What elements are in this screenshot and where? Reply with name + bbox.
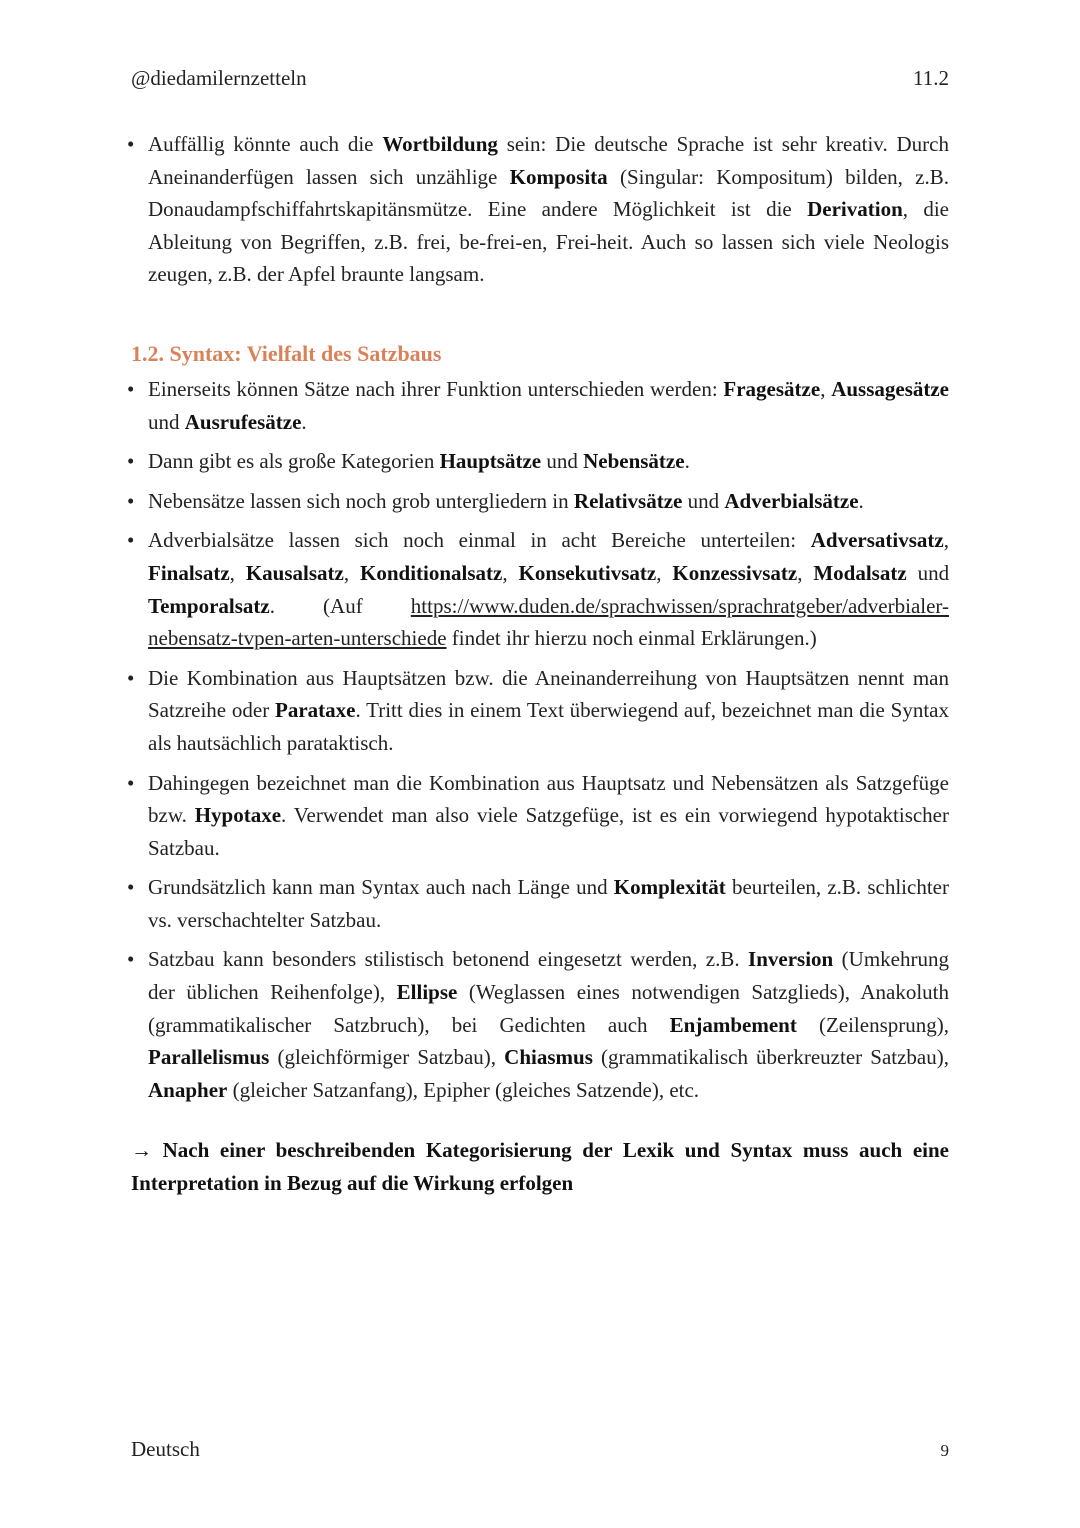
list-item-parataxe (131, 662, 949, 760)
term: Konditionalsatz (360, 560, 503, 585)
text: (Singular: Kompositum) bilden, z.B. Donaudampfschiffahrtskapitänsmütze. Eine andere Möglichkeit ist die (148, 164, 949, 222)
syntax-list (131, 373, 949, 1106)
text: sein: Die deutsche Sprache ist sehr kreativ. Durch Aneinanderfügen lassen sich unzählige (148, 132, 949, 189)
text: , (656, 560, 673, 585)
text: Dahingegen bezeichnet man die Kombination aus Hauptsatz und Nebensätzen als Satzgefüge bzw. (148, 770, 949, 828)
term: Finalsatz (148, 560, 230, 585)
text: (gleichförmiger Satzbau), (269, 1045, 505, 1070)
list-item-adverbial-clauses (131, 524, 949, 654)
text: beurteilen, z.B. schlichter vs. verschachtelter Satzbau. (148, 875, 949, 932)
list-item-word-formation (131, 128, 949, 291)
term: Nebensätze (583, 449, 685, 474)
page-content (131, 128, 949, 1200)
text: , die Ableitung von Begriffen, z.B. frei, be-frei-en, Frei-heit. Auch so lassen sich viele Neologis zeugen, z.B. der Apfel braunte langsam. (148, 197, 949, 287)
text: , (943, 528, 949, 553)
text: . (Auf (269, 593, 411, 618)
text: und (682, 488, 725, 513)
list-item-complexity (131, 871, 949, 936)
term: Anapher (148, 1077, 228, 1102)
term: Ellipse (396, 980, 458, 1005)
text: . (684, 449, 690, 474)
text: Die Kombination aus Hauptsätzen bzw. die Aneinanderreihung von Hauptsätzen nennt man Satzreihe oder (148, 665, 949, 723)
text: Grundsätzlich kann man Syntax auch nach Länge und (148, 875, 614, 900)
text: und (148, 409, 185, 434)
term: Modalsatz (813, 560, 907, 585)
term-komposita: Komposita (509, 164, 608, 189)
text: , (502, 560, 519, 585)
text: Adverbialsätze lassen sich noch einmal in acht Bereiche unterteilen: (148, 528, 811, 553)
text: Nebensätze lassen sich noch grob untergliedern in (148, 488, 574, 513)
term: Komplexität (613, 875, 726, 900)
term: Parallelismus (148, 1045, 270, 1070)
list-item-stylistic-devices (131, 943, 949, 1106)
text: und (906, 560, 950, 585)
text: und (541, 449, 584, 474)
text: , (229, 560, 246, 585)
text: (gleicher Satzanfang), Epipher (gleiches Satzende), etc. (227, 1077, 700, 1102)
footer-subject: Deutsch (131, 1437, 200, 1461)
list-item-hypotaxe (131, 767, 949, 865)
page-number: 9 (940, 1441, 949, 1460)
term: Kausalsatz (245, 560, 344, 585)
text: . (301, 409, 307, 434)
text: findet ihr hierzu noch einmal Erklärungen.) (446, 626, 817, 651)
text: Einerseits können Sätze nach ihrer Funktion unterschieden werden: (148, 376, 724, 401)
term: Chiasmus (504, 1045, 593, 1070)
text: Satzbau kann besonders stilistisch betonend eingesetzt werden, z.B. (148, 947, 749, 972)
text: , (797, 560, 814, 585)
text: (Umkehrung der üblichen Reihenfolge), (148, 947, 949, 1005)
text: (Zeilensprung), (796, 1012, 949, 1037)
word-formation-list (131, 128, 949, 291)
term: Temporalsatz (148, 593, 270, 618)
term-wortbildung: Wortbildung (382, 132, 498, 156)
term: Hypotaxe (194, 803, 282, 828)
header-account: @diedamilernzetteln (131, 66, 307, 90)
text: , (820, 376, 832, 401)
term: Ausrufesätze (184, 409, 302, 434)
term: Konsekutivsatz (518, 560, 657, 585)
term: Inversion (748, 947, 834, 972)
term: Relativsätze (573, 488, 683, 513)
text: . Verwendet man also viele Satzgefüge, ist es ein vorwiegend hypotaktischer Satzbau. (148, 803, 949, 860)
header-section-number: 11.2 (913, 66, 949, 90)
text: (Weglassen eines notwendigen Satzglieds), Anakoluth (grammatikalischer Satzbruch), bei Gedichten auch (148, 980, 949, 1037)
term: Fragesätze (723, 376, 821, 401)
text: (grammatikalisch überkreuzter Satzbau), (592, 1045, 949, 1070)
term: Adverbialsätze (724, 488, 859, 513)
text: . Tritt dies in einem Text überwiegend auf, bezeichnet man die Syntax als hautsächlich parataktisch. (148, 698, 949, 755)
list-item-main-categories (131, 445, 949, 478)
term-derivation: Derivation (807, 197, 903, 222)
conclusion-note: → Nach einer beschreibenden Kategorisierung der Lexik und Syntax muss auch eine Interpretation in Bezug auf die Wirkung erfolgen (131, 1138, 949, 1196)
list-item-sentence-function (131, 373, 949, 438)
text: Auffällig könnte auch die (148, 132, 383, 156)
text: Dann gibt es als große Kategorien (148, 449, 440, 474)
text: . (858, 488, 864, 513)
duden-link[interactable]: https://www.duden.de/sprachwissen/sprachratgeber/adverbialer-nebensatz-tvpen-arten-unterschiede (148, 593, 949, 651)
term: Enjambement (669, 1012, 797, 1037)
term: Parataxe (275, 698, 356, 723)
term: Konzessivsatz (672, 560, 798, 585)
term: Aussagesätze (831, 376, 950, 401)
text: , (343, 560, 360, 585)
section-heading: 1.2. Syntax: Vielfalt des Satzbaus (131, 340, 442, 366)
list-item-subordinate-clauses (131, 485, 949, 518)
term: Hauptsätze (439, 449, 542, 474)
term: Adversativsatz (810, 528, 944, 553)
